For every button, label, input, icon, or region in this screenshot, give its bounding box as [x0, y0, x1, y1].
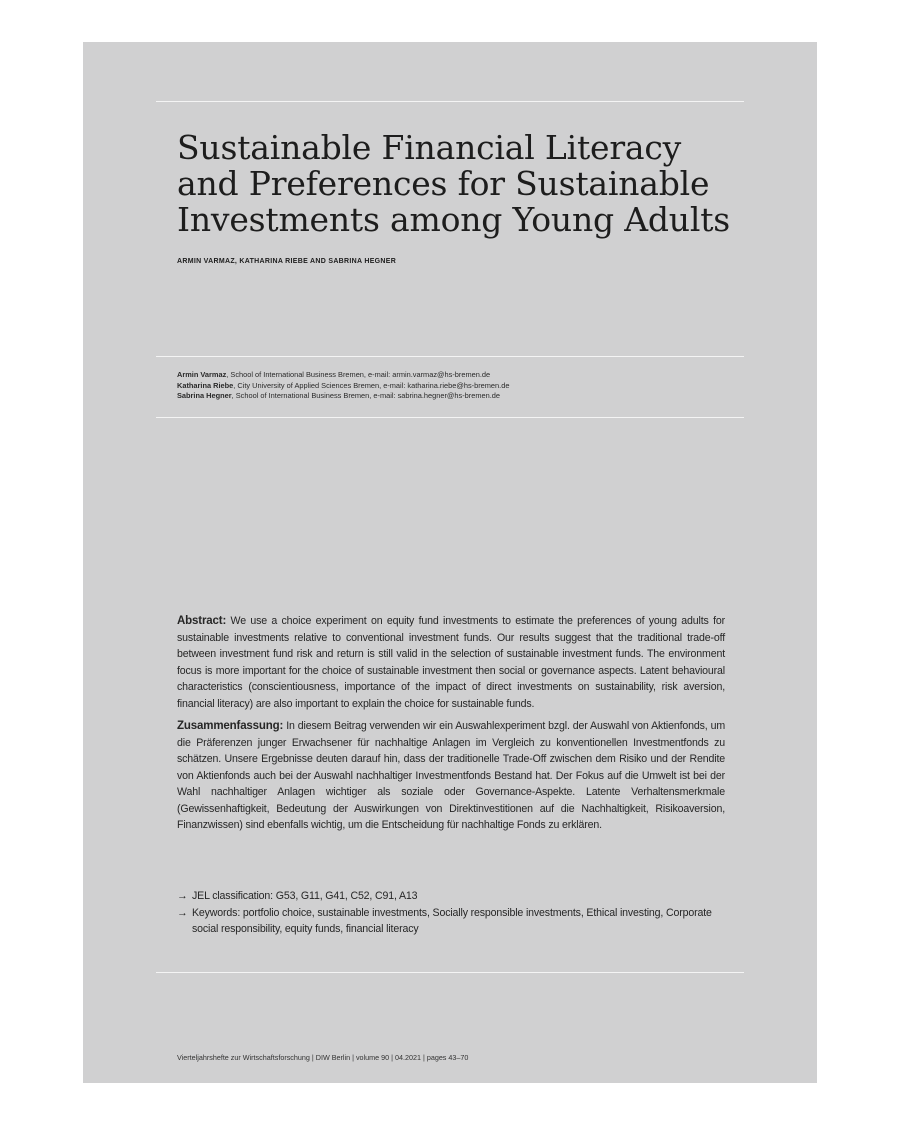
affiliation-item — [177, 381, 509, 392]
affiliation-name: Sabrina Hegner — [177, 391, 232, 400]
journal-footer: Vierteljahrshefte zur Wirtschaftsforschung | DIW Berlin | volume 90 | 04.2021 | pages 43–70 — [177, 1053, 469, 1062]
zusammenfassung-paragraph — [177, 718, 725, 834]
zusammenfassung-text: In diesem Beitrag verwenden wir ein Auswahlexperiment bzgl. der Auswahl von Aktienfonds, um die Präferenzen junger Erwachsener für nachhaltige Anlagen im Vergleich zu konventionellen Investmentfonds zu schätzen. Unsere Ergebnisse deuten darauf hin, dass der traditionelle Trade-Off zwischen dem Risiko und der Rendite von Aktienfonds auch bei der Auswahl nachhaltiger Investmentfonds Bestand hat. Der Fokus auf die Umwelt ist bei der Wahl nachhaltiger Anlagen wichtiger als soziale oder Governance-Aspekte. Latente Verhaltensmerkmale (Gewissenhaftigkeit, Bedeutung der Auswirkungen von Direktinvestitionen auf die Nachhaltigkeit, Risikoaversion, Finanzwissen) sind ebenfalls wichtig, um die Entscheidung für nachhaltige Fonds zu erklären. — [177, 720, 725, 831]
arrow-right-icon: → — [177, 890, 188, 902]
zusammenfassung-label: Zusammenfassung: — [177, 720, 284, 732]
abstract-paragraph — [177, 613, 725, 712]
top-rule — [156, 101, 744, 102]
affiliation-item — [177, 391, 509, 402]
affiliation-name: Katharina Riebe — [177, 380, 234, 390]
authors-line: ARMIN VARMAZ, KATHARINA RIEBE AND SABRINA HEGNER — [177, 258, 397, 265]
keywords: Keywords: portfolio choice, sustainable investments, Socially responsible investments, Ethical investing, Corporate social responsibility, equity funds, financial literacy — [192, 906, 712, 935]
arrow-right-icon: → — [177, 906, 188, 919]
affiliation-item — [177, 370, 509, 381]
abstract-label: Abstract: — [177, 615, 227, 627]
affiliations — [177, 370, 509, 402]
jel-item — [177, 888, 725, 905]
bottom-rule — [156, 972, 744, 973]
affiliation-bottom-rule — [156, 417, 744, 418]
affiliation-top-rule — [156, 356, 744, 357]
paper-title: Sustainable Financial Literacy and Preferences for Sustainable Investments among Young Adults — [177, 128, 730, 239]
affiliation-detail: , City University of Applied Sciences Bremen, e-mail: katharina.riebe@hs-bremen.de — [233, 380, 510, 390]
paper-page — [83, 42, 817, 1083]
keywords-item — [177, 905, 725, 938]
classification-list — [177, 888, 725, 938]
jel-classification: JEL classification: G53, G11, G41, C52, C91, A13 — [192, 890, 418, 902]
abstract-section — [177, 613, 725, 840]
affiliation-detail: , School of International Business Bremen, e-mail: armin.varmaz@hs-bremen.de — [226, 370, 491, 379]
affiliation-name: Armin Varmaz — [177, 370, 227, 379]
abstract-text: We use a choice experiment on equity fund investments to estimate the preferences of young adults for sustainable investments relative to conventional investment funds. Our results suggest that the traditional trade-off between investment fund risk and return is still valid in the selection of sustainable investment funds. The environment focus is more important for the choice of sustainable investment then social or governance aspects. Latent behavioural characteristics (conscientiousness, importance of the impact of direct investments on sustainability, risk aversion, financial literacy) are also important to explain the choice for sustainable funds. — [177, 615, 725, 710]
affiliation-detail: , School of International Business Bremen, e-mail: sabrina.hegner@hs-bremen.de — [231, 391, 501, 400]
